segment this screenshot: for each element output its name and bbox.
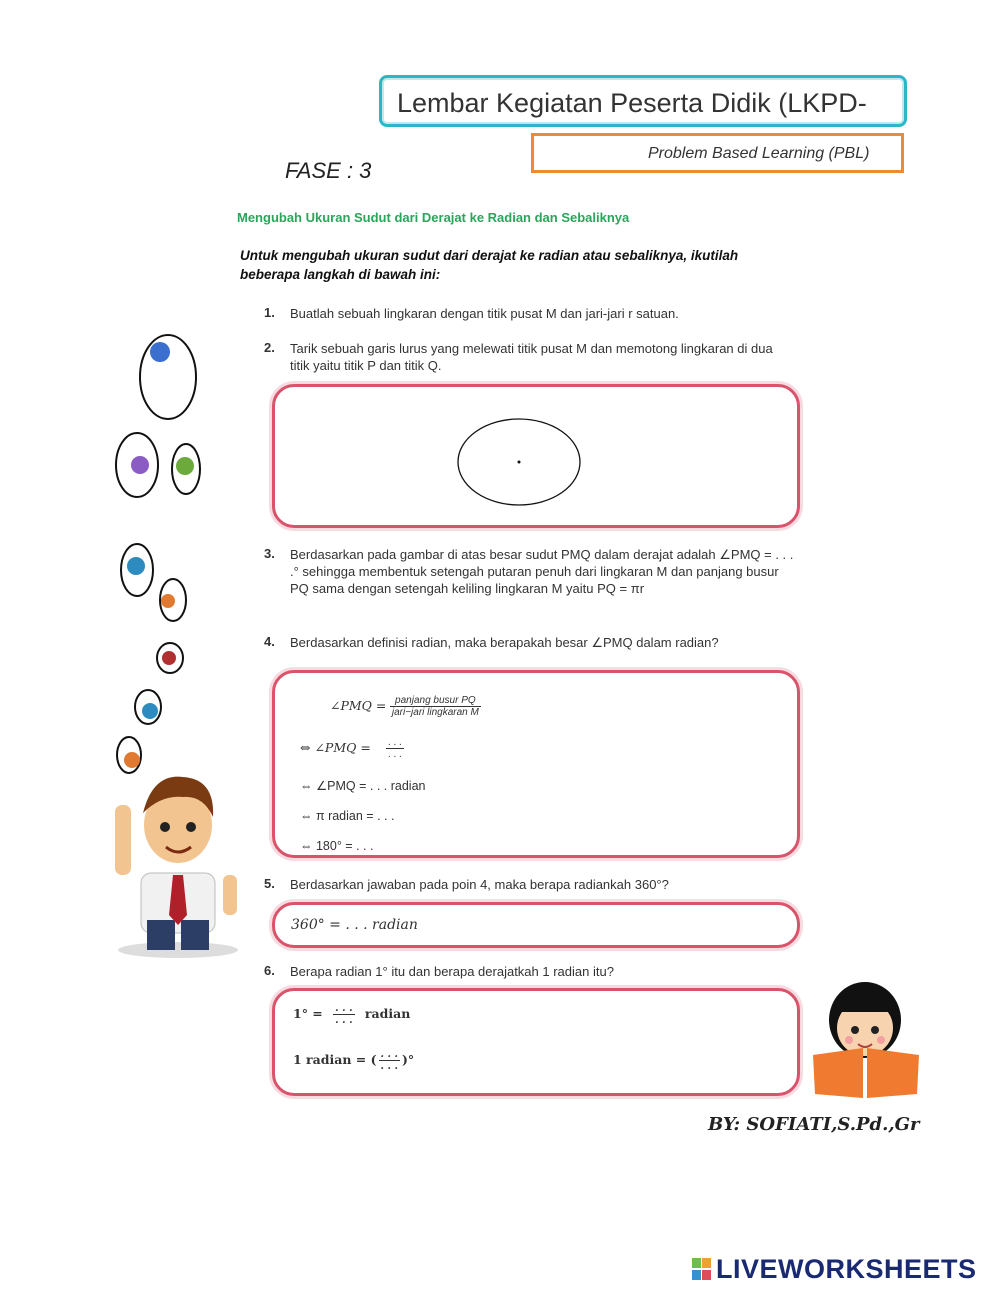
equation-line-5[interactable]: ⇔ 180° = . . . [300,839,374,853]
step-2-number: 2. [264,340,275,355]
answer-box-step-6 [272,988,800,1096]
equation-line-3[interactable]: ⇔ ∠PMQ = . . . radian [300,779,426,793]
step-4-number: 4. [264,634,275,649]
step-1-number: 1. [264,305,275,320]
thought-bubbles-illustration [100,330,220,780]
phase-label: FASE : 3 [285,158,372,183]
girl-reading-illustration [803,980,963,1100]
learning-model-label: Problem Based Learning (PBL) [648,145,870,162]
one-degree-equation: 1° = $\frac{. . .}{. . .}$ radian [293,1003,411,1026]
circle-m-diagram [455,416,585,508]
equation-line-2: ⇔ ∠PMQ = $\frac{. . .}{. . .}$ [300,737,403,760]
step-3-text: Berdasarkan pada gambar di atas besar sudut PMQ dalam derajat adalah ∠PMQ = . . . .° sehingga membentuk setengah putaran penuh dari lingkaran M dan panjang busur PQ sama dengan setengah keliling lingkaran M yaitu PQ = πr [290,547,794,596]
step-4-text: Berdasarkan definisi radian, maka berapakah besar ∠PMQ dalam radian? [290,635,719,650]
one-radian-equation: 1 radian = ( $\frac{. . .}{. . .}$ )° [293,1049,415,1072]
radian-definition: ∠PMQ = $\frac{\text{panjang busur PQ}}{\text{jari−jari lingkaran M}}$ [330,695,479,718]
blank-numerator[interactable]: . . . [388,737,403,748]
liveworksheets-logo-icon [692,1258,712,1282]
boy-thinking-illustration [103,765,248,960]
drawing-area[interactable] [272,384,800,528]
intro-text: Untuk mengubah ukuran sudut dari derajat ke radian atau sebaliknya, ikutilah beberapa langkah di bawah ini: [240,248,739,282]
liveworksheets-brand[interactable]: LIVEWORKSHEETS [716,1254,977,1284]
author-byline: BY: SOFIATI,S.Pd.,Gr [708,1114,920,1135]
answer-box-step-5[interactable] [272,902,800,948]
step-6-number: 6. [264,963,275,978]
step-5-text: Berdasarkan jawaban pada poin 4, maka berapa radiankah 360°? [290,877,669,892]
fraction-denominator: jari−jari lingkaran M [391,707,479,718]
step-2-text: Tarik sebuah garis lurus yang melewati titik pusat M dan memotong lingkaran di dua titik yaitu titik P dan titik Q. [290,341,773,373]
step-3-number: 3. [264,546,275,561]
step-5-number: 5. [264,876,275,891]
blank-denominator[interactable]: . . . [388,749,403,760]
degree-360-equation[interactable]: 360° = . . . radian [291,917,418,933]
step-1-text: Buatlah sebuah lingkaran dengan titik pusat M dan jari-jari r satuan. [290,306,679,321]
fraction-numerator: panjang busur PQ [390,695,481,707]
section-subtitle: Mengubah Ukuran Sudut dari Derajat ke Radian dan Sebaliknya [237,210,630,225]
answer-box-step-4 [272,670,800,858]
equation-line-4[interactable]: ⇔ π radian = . . . [300,809,395,823]
step-6-text: Berapa radian 1° itu dan berapa derajatkah 1 radian itu? [290,964,614,979]
page-title: Lembar Kegiatan Peserta Didik (LKPD- [397,88,867,118]
